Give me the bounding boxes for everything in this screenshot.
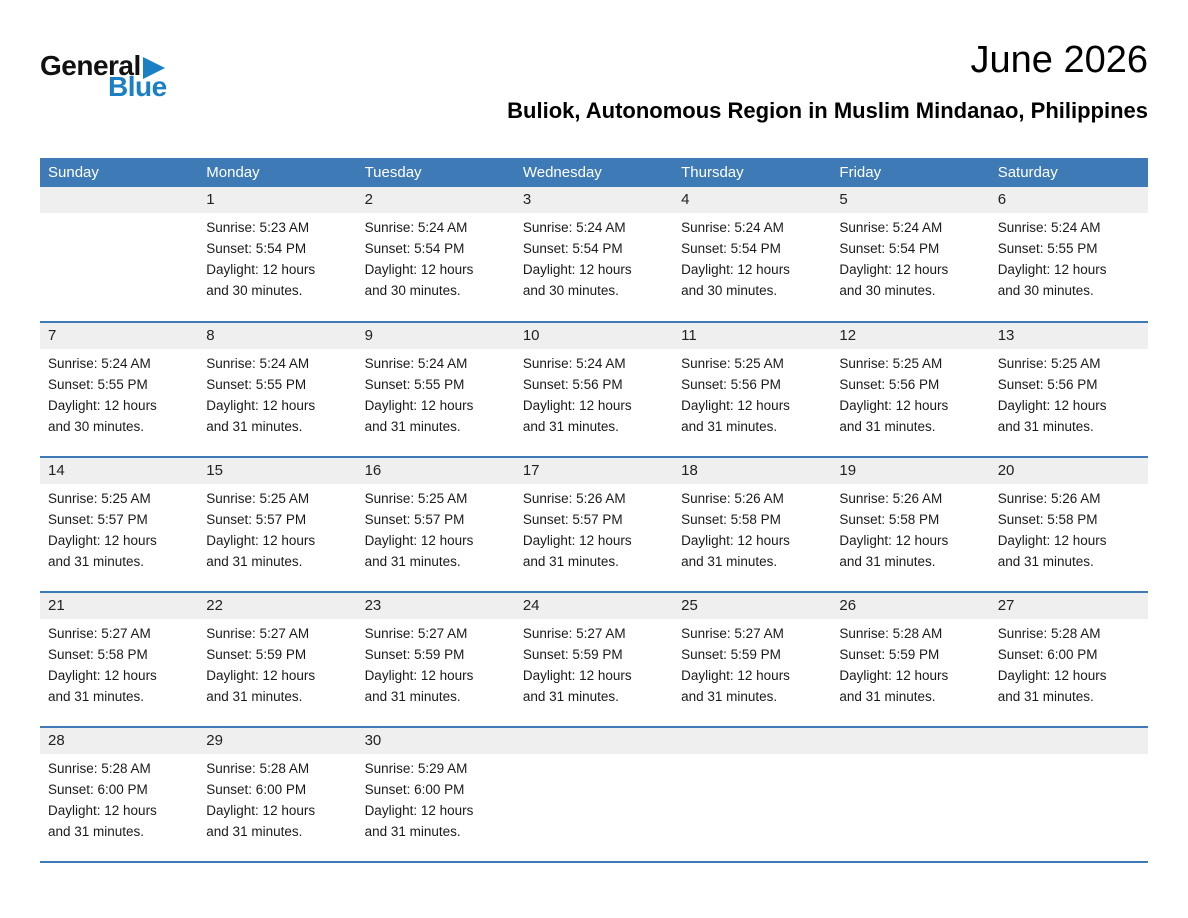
sunset-text: Sunset: 5:59 PM [364,646,465,662]
calendar-body [40,187,1148,862]
day-cell [357,592,515,727]
daylight-text-line2: and 31 minutes. [206,688,303,704]
page-header [40,0,1148,158]
title-block [507,0,1148,124]
day-details [357,484,515,573]
day-details [831,619,989,708]
daylight-text-line2: and 31 minutes. [206,823,303,839]
daylight-text-line2: and 30 minutes. [206,282,303,298]
daylight-text-line1: Daylight: 12 hours [522,397,632,413]
daylight-text-line1: Daylight: 12 hours [839,667,949,683]
week-row [40,457,1148,592]
sunset-text: Sunset: 6:00 PM [48,781,148,797]
week-row [40,592,1148,727]
daylight-text-line2: and 31 minutes. [364,553,461,569]
sunset-text: Sunset: 5:59 PM [681,646,781,662]
week-row [40,322,1148,457]
daylight-text-line1: Daylight: 12 hours [206,397,316,413]
day-details [673,213,831,302]
daylight-text-line1: Daylight: 12 hours [364,667,474,683]
sunrise-text: Sunrise: 5:24 AM [839,220,943,235]
daylight-text-line1: Daylight: 12 hours [48,667,157,683]
sunrise-text: Sunrise: 5:26 AM [681,491,784,506]
sunrise-text: Sunrise: 5:24 AM [681,220,784,235]
day-number [831,728,989,754]
sunset-text: Sunset: 5:59 PM [839,646,940,662]
empty-day-cell [40,187,198,322]
daylight-text-line1: Daylight: 12 hours [206,261,316,277]
empty-day-cell [831,727,989,862]
day-cell [515,592,673,727]
daylight-text-line2: and 31 minutes. [839,418,936,434]
daylight-text-line1: Daylight: 12 hours [839,397,949,413]
weekday-header-thursday: Thursday [673,158,831,187]
weekday-header-monday: Monday [198,158,356,187]
day-number: 8 [198,323,356,349]
daylight-text-line1: Daylight: 12 hours [997,667,1107,683]
day-cell [831,592,989,727]
sunrise-text: Sunrise: 5:24 AM [522,356,626,371]
day-cell [198,187,356,322]
daylight-text-line2: and 31 minutes. [522,688,619,704]
daylight-text-line2: and 30 minutes. [681,282,778,298]
day-number: 10 [515,323,673,349]
daylight-text-line2: and 31 minutes. [364,688,461,704]
sunrise-text: Sunrise: 5:24 AM [522,220,626,235]
sunrise-text: Sunrise: 5:26 AM [997,491,1101,506]
week-row [40,187,1148,322]
sunrise-text: Sunrise: 5:24 AM [364,220,468,235]
calendar-head [40,158,1148,187]
day-number: 6 [990,187,1148,213]
sunrise-text: Sunrise: 5:25 AM [206,491,310,506]
day-number: 1 [198,187,356,213]
day-details [357,349,515,438]
day-cell [40,322,198,457]
day-details [40,349,198,438]
day-cell [831,457,989,592]
day-details [831,754,989,759]
day-cell [198,457,356,592]
sunset-text: Sunset: 5:58 PM [839,511,940,527]
day-cell [990,592,1148,727]
sunrise-text: Sunrise: 5:25 AM [997,356,1101,371]
day-details [198,619,356,708]
sunrise-text: Sunrise: 5:25 AM [839,356,943,371]
day-details [198,213,356,302]
sunrise-text: Sunrise: 5:24 AM [206,356,310,371]
day-cell [198,592,356,727]
week-row [40,727,1148,862]
sunrise-text: Sunrise: 5:23 AM [206,220,310,235]
sunrise-text: Sunrise: 5:27 AM [206,626,310,641]
daylight-text-line1: Daylight: 12 hours [364,397,474,413]
daylight-text-line1: Daylight: 12 hours [364,261,474,277]
daylight-text-line1: Daylight: 12 hours [839,261,949,277]
daylight-text-line1: Daylight: 12 hours [48,532,157,548]
day-details [198,349,356,438]
day-details [673,754,831,759]
day-details [831,484,989,573]
empty-day-cell [673,727,831,862]
sunset-text: Sunset: 5:54 PM [206,240,307,256]
day-number: 7 [40,323,198,349]
day-details [673,484,831,573]
day-number: 12 [831,323,989,349]
sunrise-text: Sunrise: 5:25 AM [48,491,151,506]
day-number [673,728,831,754]
generalblue-logo [40,52,167,101]
day-cell [673,322,831,457]
sunset-text: Sunset: 5:56 PM [681,376,781,392]
sunset-text: Sunset: 6:00 PM [364,781,465,797]
day-number: 3 [515,187,673,213]
weekday-header-tuesday: Tuesday [357,158,515,187]
day-number: 27 [990,593,1148,619]
weekday-header-saturday: Saturday [990,158,1148,187]
day-details [515,484,673,573]
daylight-text-line1: Daylight: 12 hours [48,397,157,413]
sunset-text: Sunset: 5:55 PM [48,376,148,392]
day-number: 17 [515,458,673,484]
daylight-text-line1: Daylight: 12 hours [997,532,1107,548]
location-subtitle: Buliok, Autonomous Region in Muslim Mindanao, Philippines [507,97,1148,123]
day-details [198,484,356,573]
day-number: 28 [40,728,198,754]
day-details [515,349,673,438]
sunrise-text: Sunrise: 5:27 AM [48,626,151,641]
sunset-text: Sunset: 6:00 PM [997,646,1098,662]
sunset-text: Sunset: 5:55 PM [997,240,1098,256]
day-cell [515,187,673,322]
sunset-text: Sunset: 5:55 PM [206,376,307,392]
daylight-text-line1: Daylight: 12 hours [206,802,316,818]
sunset-text: Sunset: 5:58 PM [997,511,1098,527]
day-cell [673,187,831,322]
daylight-text-line1: Daylight: 12 hours [839,532,949,548]
day-cell [357,727,515,862]
day-cell [198,322,356,457]
day-number: 5 [831,187,989,213]
day-details [673,349,831,438]
day-cell [673,457,831,592]
day-cell [40,727,198,862]
logo-text-general: General [40,50,141,81]
sunset-text: Sunset: 5:58 PM [48,646,148,662]
day-cell [831,187,989,322]
daylight-text-line1: Daylight: 12 hours [681,397,790,413]
sunset-text: Sunset: 5:56 PM [997,376,1098,392]
day-number: 19 [831,458,989,484]
logo-text-blue: Blue [108,71,167,102]
day-cell [40,457,198,592]
daylight-text-line2: and 31 minutes. [48,823,145,839]
day-details [357,213,515,302]
sunset-text: Sunset: 5:57 PM [206,511,307,527]
day-number: 16 [357,458,515,484]
day-cell [515,457,673,592]
sunrise-text: Sunrise: 5:25 AM [364,491,468,506]
day-number: 29 [198,728,356,754]
daylight-text-line1: Daylight: 12 hours [681,667,790,683]
weekday-header-row [40,158,1148,187]
sunrise-text: Sunrise: 5:28 AM [839,626,943,641]
sunrise-text: Sunrise: 5:27 AM [364,626,468,641]
sunset-text: Sunset: 5:54 PM [681,240,781,256]
daylight-text-line2: and 30 minutes. [48,418,145,434]
sunrise-text: Sunrise: 5:24 AM [364,356,468,371]
day-number: 14 [40,458,198,484]
day-cell [990,187,1148,322]
day-cell [357,187,515,322]
day-number: 26 [831,593,989,619]
day-number: 20 [990,458,1148,484]
day-details [357,619,515,708]
day-details [40,484,198,573]
daylight-text-line1: Daylight: 12 hours [522,532,632,548]
day-cell [515,322,673,457]
sunset-text: Sunset: 5:59 PM [206,646,307,662]
daylight-text-line2: and 31 minutes. [997,688,1094,704]
daylight-text-line2: and 30 minutes. [997,282,1094,298]
daylight-text-line2: and 31 minutes. [522,553,619,569]
day-cell [673,592,831,727]
daylight-text-line2: and 30 minutes. [364,282,461,298]
day-number: 9 [357,323,515,349]
day-number: 21 [40,593,198,619]
daylight-text-line1: Daylight: 12 hours [681,532,790,548]
day-details [831,213,989,302]
day-cell [990,457,1148,592]
daylight-text-line2: and 30 minutes. [522,282,619,298]
sunset-text: Sunset: 5:57 PM [48,511,148,527]
daylight-text-line1: Daylight: 12 hours [522,667,632,683]
day-cell [990,322,1148,457]
sunrise-text: Sunrise: 5:26 AM [522,491,626,506]
daylight-text-line2: and 31 minutes. [48,553,145,569]
sunset-text: Sunset: 5:56 PM [839,376,940,392]
daylight-text-line1: Daylight: 12 hours [206,532,316,548]
day-details [40,754,198,843]
day-details [990,484,1148,573]
sunset-text: Sunset: 5:57 PM [364,511,465,527]
daylight-text-line2: and 30 minutes. [839,282,936,298]
day-cell [198,727,356,862]
sunset-text: Sunset: 5:54 PM [522,240,623,256]
sunrise-text: Sunrise: 5:24 AM [997,220,1101,235]
day-number: 2 [357,187,515,213]
sunrise-text: Sunrise: 5:26 AM [839,491,943,506]
day-cell [40,592,198,727]
day-number [515,728,673,754]
sunrise-text: Sunrise: 5:24 AM [48,356,151,371]
daylight-text-line2: and 31 minutes. [364,418,461,434]
empty-day-cell [515,727,673,862]
day-details [198,754,356,843]
sunrise-text: Sunrise: 5:28 AM [997,626,1101,641]
daylight-text-line2: and 31 minutes. [522,418,619,434]
day-details [990,349,1148,438]
daylight-text-line2: and 31 minutes. [681,418,778,434]
sunrise-text: Sunrise: 5:27 AM [681,626,784,641]
empty-day-cell [990,727,1148,862]
weekday-header-sunday: Sunday [40,158,198,187]
day-details [515,619,673,708]
daylight-text-line1: Daylight: 12 hours [364,802,474,818]
sunset-text: Sunset: 5:55 PM [364,376,465,392]
day-number: 23 [357,593,515,619]
sunrise-text: Sunrise: 5:28 AM [48,761,151,776]
weekday-header-wednesday: Wednesday [515,158,673,187]
day-details [515,213,673,302]
daylight-text-line1: Daylight: 12 hours [997,397,1107,413]
daylight-text-line2: and 31 minutes. [839,553,936,569]
daylight-text-line2: and 31 minutes. [206,553,303,569]
page-title: June 2026 [970,39,1148,81]
day-details [515,754,673,759]
sunset-text: Sunset: 5:59 PM [522,646,623,662]
day-details [990,619,1148,708]
sunset-text: Sunset: 5:57 PM [522,511,623,527]
daylight-text-line2: and 31 minutes. [839,688,936,704]
sunset-text: Sunset: 5:54 PM [364,240,465,256]
sunset-text: Sunset: 5:54 PM [839,240,940,256]
day-details [40,213,198,218]
sunrise-text: Sunrise: 5:29 AM [364,761,468,776]
sunrise-text: Sunrise: 5:27 AM [522,626,626,641]
day-details [831,349,989,438]
day-number: 11 [673,323,831,349]
daylight-text-line1: Daylight: 12 hours [522,261,632,277]
day-cell [831,322,989,457]
day-number: 30 [357,728,515,754]
day-cell [357,457,515,592]
day-number: 24 [515,593,673,619]
daylight-text-line2: and 31 minutes. [48,688,145,704]
day-number: 13 [990,323,1148,349]
daylight-text-line1: Daylight: 12 hours [681,261,790,277]
daylight-text-line2: and 31 minutes. [364,823,461,839]
daylight-text-line2: and 31 minutes. [681,553,778,569]
daylight-text-line1: Daylight: 12 hours [48,802,157,818]
daylight-text-line2: and 31 minutes. [997,553,1094,569]
day-details [673,619,831,708]
daylight-text-line1: Daylight: 12 hours [206,667,316,683]
day-details [990,213,1148,302]
daylight-text-line1: Daylight: 12 hours [364,532,474,548]
day-number: 25 [673,593,831,619]
day-details [40,619,198,708]
day-details [357,754,515,843]
sunset-text: Sunset: 5:58 PM [681,511,781,527]
daylight-text-line1: Daylight: 12 hours [997,261,1107,277]
daylight-text-line2: and 31 minutes. [681,688,778,704]
day-number [40,187,198,213]
day-number [990,728,1148,754]
weekday-header-friday: Friday [831,158,989,187]
calendar-table [40,158,1148,863]
daylight-text-line2: and 31 minutes. [997,418,1094,434]
sunrise-text: Sunrise: 5:25 AM [681,356,784,371]
sunset-text: Sunset: 5:56 PM [522,376,623,392]
day-details [990,754,1148,759]
day-number: 18 [673,458,831,484]
sunrise-text: Sunrise: 5:28 AM [206,761,310,776]
daylight-text-line2: and 31 minutes. [206,418,303,434]
day-number: 15 [198,458,356,484]
day-number: 22 [198,593,356,619]
day-cell [357,322,515,457]
day-number: 4 [673,187,831,213]
sunset-text: Sunset: 6:00 PM [206,781,307,797]
